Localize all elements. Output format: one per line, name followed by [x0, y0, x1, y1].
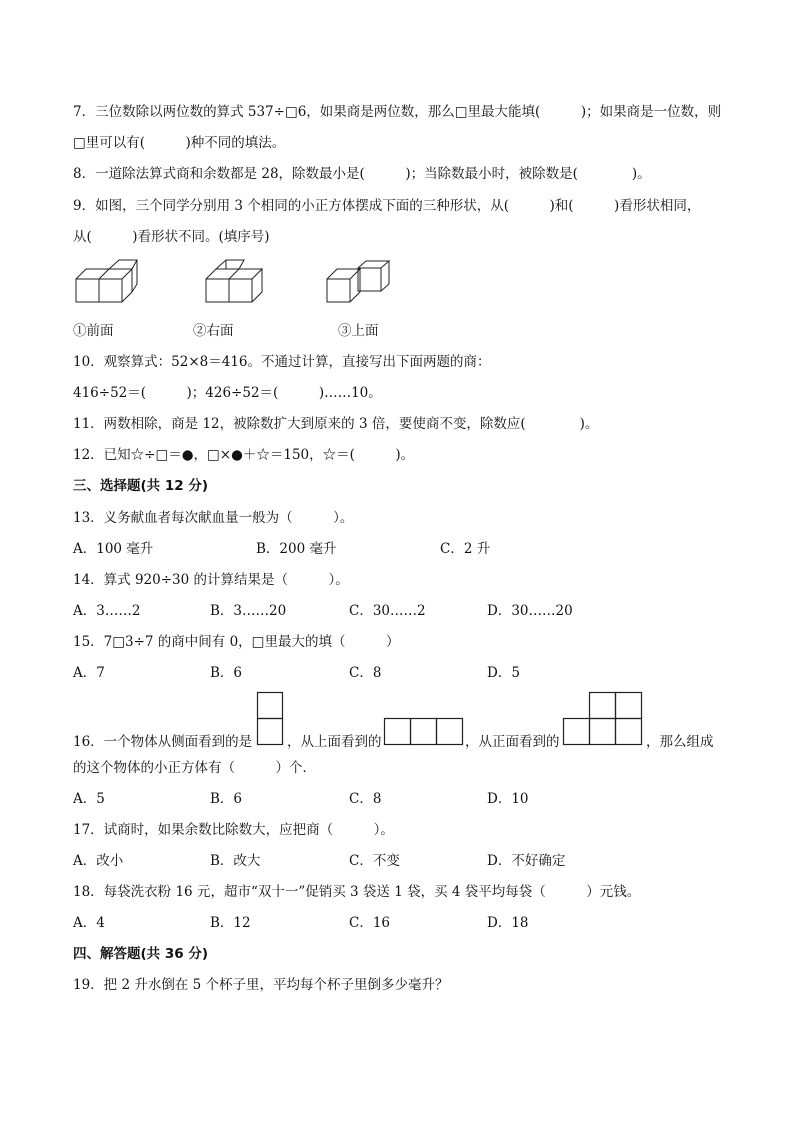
q14-option-c: C．30……2	[349, 603, 426, 619]
question-12: 12．已知☆÷□＝●，□×●＋☆＝150，☆＝( )。	[73, 447, 415, 463]
question-9-line-2: 从( )看形状不同。(填序号)	[73, 229, 270, 245]
q14-option-b: B．3……20	[210, 603, 287, 619]
caption-top: ③上面	[338, 323, 379, 339]
q13-option-a: A．100 毫升	[73, 541, 154, 557]
question-16-part-a: 16．一个物体从侧面看到的是	[73, 734, 253, 750]
question-16-part-b: ，从上面看到的	[287, 734, 382, 750]
question-7-line-2: □里可以有( )种不同的填法。	[73, 135, 286, 151]
side-view-grid	[257, 692, 283, 746]
q18-option-a: A．4	[73, 915, 105, 931]
q13-option-c: C．2 升	[440, 541, 491, 557]
cube-figure-top	[326, 262, 396, 304]
question-9-line-1: 9．如图，三个同学分别用 3 个相同的小正方体摆成下面的三种形状，从( )和( )看形状相同，	[73, 198, 701, 214]
question-10-line-1: 10．观察算式：52×8＝416。不通过计算，直接写出下面两题的商：	[73, 354, 491, 370]
q14-option-a: A．3……2	[73, 603, 141, 619]
q18-option-b: B．12	[210, 915, 251, 931]
question-8: 8．一道除法算式商和余数都是 28，除数最小是( )；当除数最小时，被除数是( )。	[73, 166, 651, 182]
question-16-part-d: ，那么组成	[646, 734, 714, 750]
question-18: 18．每袋洗衣粉 16 元，超市“双十一”促销买 3 袋送 1 袋，买 4 袋平均每袋（ ）元钱。	[73, 884, 641, 900]
q15-option-d: D．5	[487, 665, 520, 681]
q16-option-d: D．10	[487, 791, 529, 807]
caption-right: ②右面	[193, 323, 234, 339]
top-view-grid	[384, 718, 464, 746]
question-13: 13．义务献血者每次献血量一般为（ ）。	[73, 510, 354, 526]
section-4-heading: 四、解答题(共 36 分)	[73, 946, 209, 962]
q16-option-c: C．8	[349, 791, 382, 807]
q18-option-d: D．18	[487, 915, 529, 931]
q14-option-d: D．30……20	[487, 603, 573, 619]
q16-option-b: B．6	[210, 791, 243, 807]
question-16-part-c: ，从正面看到的	[465, 734, 560, 750]
cube-figure-front	[75, 262, 145, 304]
q18-option-c: C．16	[349, 915, 391, 931]
front-view-grid	[563, 692, 643, 746]
question-19: 19．把 2 升水倒在 5 个杯子里，平均每个杯子里倒多少毫升？	[73, 977, 449, 993]
question-16-line-2: 的这个物体的小正方体有（ ）个．	[73, 760, 316, 776]
section-3-heading: 三、选择题(共 12 分)	[73, 478, 209, 494]
caption-front: ①前面	[73, 323, 114, 339]
q16-option-a: A．5	[73, 791, 105, 807]
q15-option-a: A．7	[73, 665, 105, 681]
question-7-line-1: 7．三位数除以两位数的算式 537÷□6，如果商是两位数，那么□里最大能填( )；如果商是一位数，则	[73, 104, 722, 120]
question-10-line-2: 416÷52＝( )；426÷52＝( )……10。	[73, 385, 382, 401]
q13-option-b: B．200 毫升	[256, 541, 337, 557]
q17-option-c: C．不变	[349, 853, 400, 869]
question-17: 17．试商时，如果余数比除数大，应把商（ ）。	[73, 822, 394, 838]
question-15: 15．7□3÷7 的商中间有 0，□里最大的填（ ）	[73, 634, 400, 650]
cube-figure-right	[205, 262, 275, 304]
q17-option-b: B．改大	[210, 853, 261, 869]
q15-option-b: B．6	[210, 665, 243, 681]
question-14: 14．算式 920÷30 的计算结果是（ ）。	[73, 572, 349, 588]
q15-option-c: C．8	[349, 665, 382, 681]
q17-option-d: D．不好确定	[487, 853, 566, 869]
q17-option-a: A．改小	[73, 853, 124, 869]
question-11: 11．两数相除，商是 12，被除数扩大到原来的 3 倍，要使商不变，除数应( )。	[73, 416, 599, 432]
